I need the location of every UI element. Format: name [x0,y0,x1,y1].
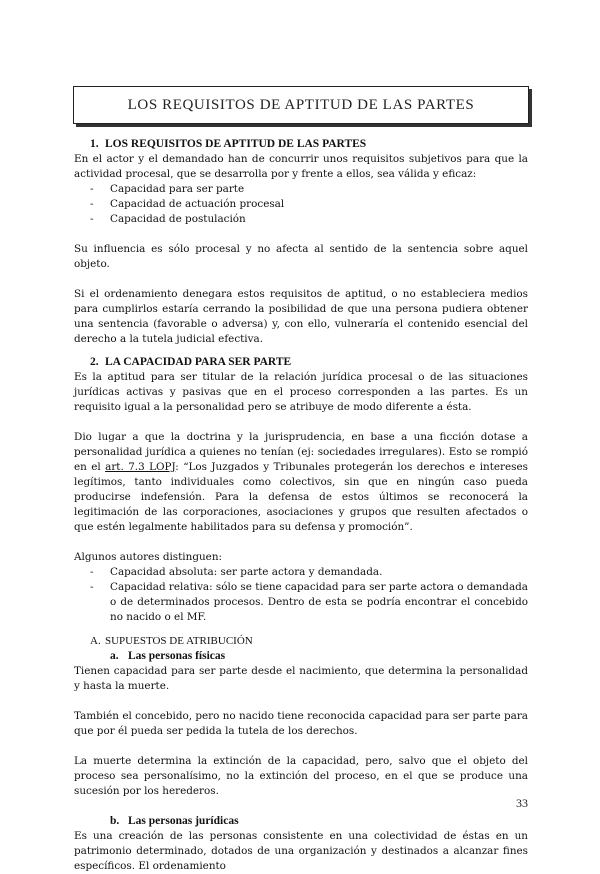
paragraph: Si el ordenamiento denegara estos requisitos de aptitud, o no estableciera medios para cumplirlos estaría cerrando la posibilidad de que una persona pudiera obtener una sentencia (favorable o adversa) y, con ello, vulneraría el contenido esencial del derecho a la tutela judicial efectiva. [74,288,528,345]
dash-bullet: - [90,183,94,195]
subsection-a-b-number: b. [110,815,120,827]
subsection-a-b-heading [74,814,528,829]
list-item [74,212,528,227]
list-item-text: Capacidad de actuación procesal [110,198,285,210]
paragraph: Tienen capacidad para ser parte desde el nacimiento, que determina la personalidad y hasta la muerte. [74,665,528,692]
subsection-a-heading [74,634,528,649]
list-item [74,565,528,580]
paragraph: También el concebido, pero no nacido tiene reconocida capacidad para ser parte para que por él pueda ser pedida la tutela de los derechos. [74,710,528,737]
page-title-box [73,86,529,124]
requirements-list [74,182,528,227]
paragraph: Su influencia es sólo procesal y no afecta al sentido de la sentencia sobre aquel objeto. [74,243,528,270]
section-1-intro: En el actor y el demandado han de concurrir unos requisitos subjetivos para que la actividad procesal, que se desarrolla por y frente a ellos, sea válida y eficaz: [74,153,528,180]
paragraph: Algunos autores distinguen: [74,551,223,563]
section-2-heading [74,355,528,370]
paragraph: La muerte determina la extinción de la capacidad, pero, salvo que el objeto del proceso sea personalísimo, no la extinción del proceso, en el que se produce una sucesión por los herederos. [74,755,528,797]
subsection-a-number: A. [90,635,101,647]
dash-bullet: - [90,581,94,593]
subsection-a-b-title: Las personas jurídicas [128,815,239,827]
paragraph: Es la aptitud para ser titular de la relación jurídica procesal o de las situaciones jurídicas activas y pasivas que en el proceso corresponden a las partes. Es un requisito igual a la personalidad pero se atribuye de modo diferente a ésta. [74,371,528,413]
list-item-text: Capacidad para ser parte [110,183,245,195]
paragraph: Es una creación de las personas consistente en una colectividad de éstas en un patrimonio determinado, dotados de una organización y destinados a alcanzar fines específicos. El ordenamiento [74,830,528,872]
list-item [74,580,528,625]
section-1-title: LOS REQUISITOS DE APTITUD DE LAS PARTES [105,138,367,150]
paragraph: Dio lugar a que la doctrina y la jurisprudencia, en base a una ficción dotase a personalidad jurídica a quienes no tenían (ej: sociedades irregulares). Esto se rompió en el art. 7.3 LOPJ: “Los Juzgados y Tribunales protegerán los derechos e intereses legítimos, tanto individuales como colectivos, sin que en ningún caso pueda producirse indefensión. Para la defensa de estos últimos se reconocerá la legitimación de las corporaciones, asociaciones y grupos que resulten afectados o que estén legalmente habilitados para su defensa y promoción”. [74,431,528,533]
page-title: LOS REQUISITOS DE APTITUD DE LAS PARTES [127,96,475,113]
list-item-text: Capacidad absoluta: ser parte actora y demandada. [110,566,383,578]
section-1-number: 1. [90,138,99,150]
dash-bullet: - [90,213,94,225]
dash-bullet: - [90,566,94,578]
list-item [74,197,528,212]
document-body [74,137,528,874]
law-reference-link[interactable]: art. 7.3 LOPJ [105,461,176,473]
list-item-text: Capacidad de postulación [110,213,246,225]
capacity-types-list [74,565,528,625]
section-2-number: 2. [90,356,99,368]
list-item-text: Capacidad relativa: sólo se tiene capacidad para ser parte actora o demandada o de determinados procesos. Dentro de esta se podría encontrar el concebido no nacido o el MF. [110,581,528,623]
dash-bullet: - [90,198,94,210]
subsection-a-a-heading [74,649,528,664]
page-number: 33 [516,796,528,810]
section-1-heading [74,137,528,152]
section-2-title: LA CAPACIDAD PARA SER PARTE [105,356,292,368]
subsection-a-a-title: Las personas físicas [128,650,226,662]
list-item [74,182,528,197]
subsection-a-a-number: a. [110,650,119,662]
subsection-a-title: SUPUESTOS DE ATRIBUCIÓN [105,635,253,647]
